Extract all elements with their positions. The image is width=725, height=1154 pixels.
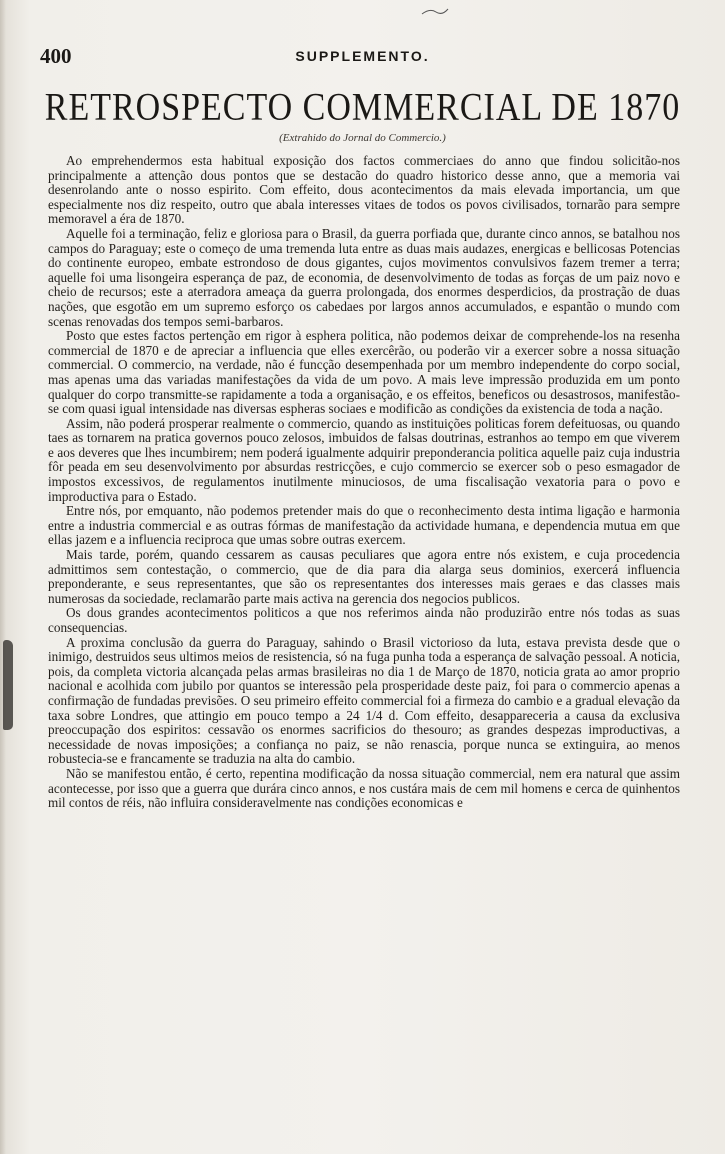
article-body	[48, 154, 680, 811]
running-head: SUPPLEMENTO.	[295, 48, 430, 64]
page-fold-shadow	[0, 0, 6, 1154]
paragraph-6: Mais tarde, porém, quando cessarem as causas peculiares que agora entre nós existem, e cuja procedencia admittimos sem contestação, o commercio, que de dia para dia alarga seus dominios, exercerá influencia preponderante, e seus representantes, que são os representantes dos interesses mais geraes e das classes mais numerosas da sociedade, reclamarão parte mais activa na gerencia dos negocios publicos.	[48, 547, 680, 606]
paragraph-1: Ao emprehendermos esta habitual exposição dos factos commerciaes do anno que findou solicitão-nos principalmente a attenção dous pontos que se destacão do quadro historico desse anno, que a memoria vai desenrolando ante o nosso espirito. Com effeito, dous acontecimentos da mais elevada importancia, um que especialmente nos diz respeito, outro que abala interesses vitaes de todos os povos civilisados, tornarão para sempre memoravel a éra de 1870.	[48, 153, 680, 227]
paragraph-2: Aquelle foi a terminação, feliz e gloriosa para o Brasil, da guerra porfiada que, durante cinco annos, se batalhou nos campos do Paraguay; este o começo de uma tremenda luta entre as duas mais audazes, energicas e bellicosas Potencias do continente europeo, embate estrondoso de dous gigantes, cujos movimentos convulsivos fazem tremer a terra; aquelle foi uma lisongeira esperança de paz, de economia, de desenvolvimento de todas as forças de um paiz novo e cheio de recursos; este a aterradora ameaça da guerra prolongada, dos enormes desperdicios, da prostração de duas nações, que esgotão em um supremo esforço os cabedaes por largos annos accumulados, e espantão o mundo com scenas renovadas dos tempos semi-barbaros.	[48, 225, 680, 329]
paragraph-5: Entre nós, por emquanto, não podemos pretender mais do que o reconhecimento desta intima ligação e harmonia entre a industria commercial e as outras fórmas de manifestação da actividade humana, e dependencia mutua em que ellas jazem e a influencia reciproca que umas sobre outras exercem.	[48, 503, 680, 548]
article-title: RETROSPECTO COMMERCIAL DE 1870	[44, 86, 681, 129]
paragraph-3: Posto que estes factos pertenção em rigor à esphera politica, não podemos deixar de comprehende-los na resenha commercial de 1870 e de apreciar a influencia que elles exercêrão, ou poderão vir a exercer sobre a nossa situação commercial. O commercio, na verdade, não é funcção desempenhada por um membro independente do corpo social, mas apenas uma das variadas manifestações da vida de um povo. A mais leve impressão produzida em um ponto qualquer do corpo transmitte-se rapidamente a toda a organisação, e os effeitos, beneficos ou desastrosos, manifestão-se com quasi igual intensidade nas diversas espheras sociaes e modificão as condições da existencia de toda a nação.	[48, 328, 680, 417]
paragraph-4: Assim, não poderá prosperar realmente o commercio, quando as instituições politicas forem defeituosas, ou quando taes as tornarem na pratica governos pouco zelosos, imbuidos de falsas doutrinas, estranhos ao tempo em que viverem e aos deveres que lhes incumbirem; nem poderá igualmente adquirir preponderancia politica aquelle paiz cuja industria fôr peada em seu desenvolvimento por absurdas restricções, e cujo commercio se exercer sob o peso esmagador de impostos excessivos, de regulamentos inutilmente minuciosos, de uma fiscalisação vexatoria para o povo e improductiva para o Estado.	[48, 415, 680, 504]
page-number: 400	[40, 44, 72, 68]
paragraph-7: Os dous grandes acontecimentos politicos a que nos referimos ainda não produzirão entre nós todas as suas consequencias.	[48, 605, 680, 635]
paragraph-9: Não se manifestou então, é certo, repentina modificação da nossa situação commercial, nem era natural que assim acontecesse, por isso que a guerra que durára cinco annos, e nos custára mais de cem mil homens e cerca de quinhentos mil contos de réis, não influira consideravelmente nas condições economicas e	[48, 765, 680, 811]
page-header	[40, 40, 685, 70]
paragraph-8: A proxima conclusão da guerra do Paraguay, sahindo o Brasil victorioso da luta, estava prevista desde que o inimigo, destruidos seus ultimos meios de resistencia, só na fuga punha toda a esperança de salvação pessoal. A noticia, pois, da completa victoria alcançada pelas armas brasileiras no dia 1 de Março de 1870, noticia grata ao amor proprio nacional e acolhida com jubilo por quantos se interessão pela prosperidade deste paiz, foi para o commercio apenas a confirmação de fundadas previsões. O seu primeiro effeito commercial foi a firmeza do cambio e a gradual elevação da taxa sobre Londres, que attingio em pouco tempo a 24 1/4 d. Com effeito, desappareceria a causa da exclusiva preoccupação dos espiritos: cessavão os enormes sacrificios do thesouro; as grandes despezas improductivas, a necessidade de novas imposições; a confiança no paiz, se não renascia, porque nunca se extinguira, ao menos robustecia-se e francamente se traduzia na alta do cambio.	[48, 634, 680, 767]
article-subtitle: (Extrahido do Jornal do Commercio.)	[279, 132, 446, 144]
pen-scribble-mark	[420, 6, 450, 16]
ink-blot-mark	[3, 640, 13, 730]
